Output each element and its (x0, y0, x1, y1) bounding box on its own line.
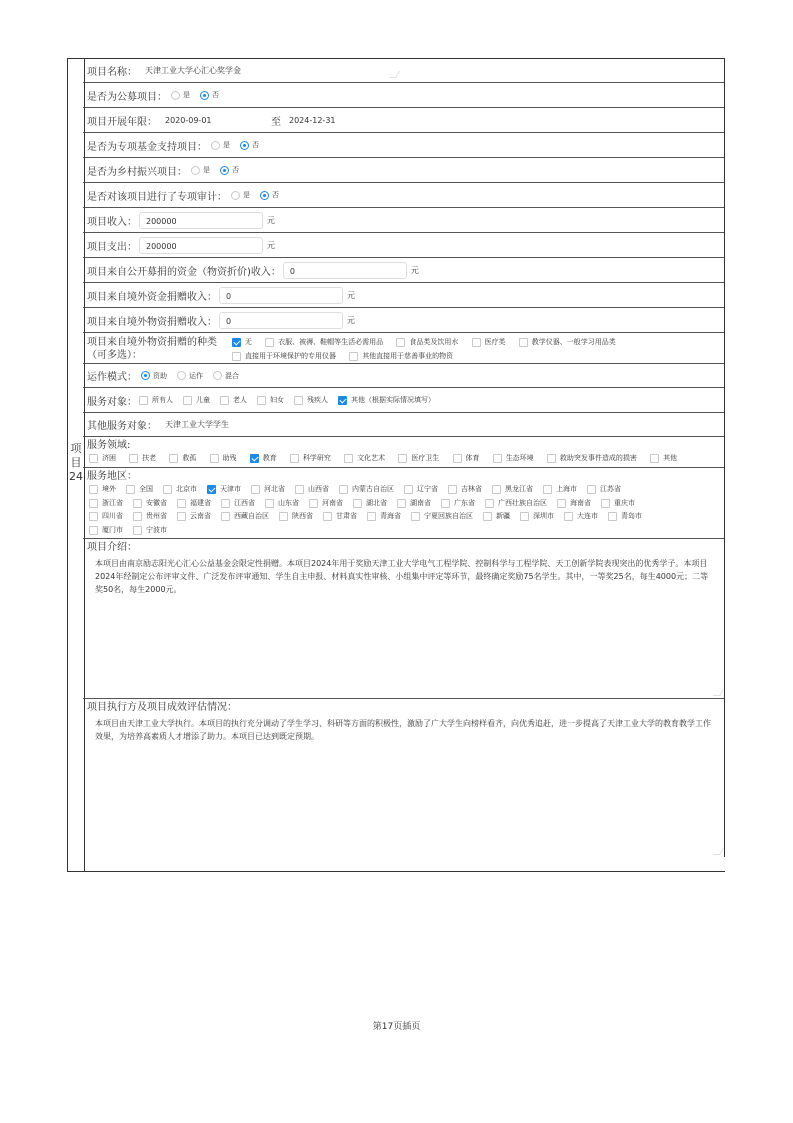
operation-mode-row (83, 364, 724, 388)
checkbox[interactable] (232, 338, 241, 347)
duration-label: 项目开展年限： (87, 116, 157, 128)
radio-no[interactable] (220, 166, 229, 175)
checkbox-label: 生态环境 (505, 454, 534, 462)
checkbox-label: 河南省 (322, 498, 343, 507)
introduction-row (83, 539, 724, 699)
project-form (83, 58, 725, 857)
radio-mixed-label: 混合 (225, 371, 239, 380)
checkbox[interactable] (472, 338, 481, 347)
checkbox[interactable] (177, 512, 186, 521)
checkbox-label: 江苏省 (600, 485, 621, 493)
service-regions-row (83, 468, 724, 539)
radio-yes[interactable] (191, 166, 200, 175)
checkbox[interactable] (557, 499, 566, 508)
checkbox-label: 科学研究 (302, 454, 331, 462)
introduction-textarea[interactable]: 本项目由南京励志阳光心汇心公益基金会限定性捐赠。本项目2024年用于奖励天津工业大学电气工程学院、控制科学与工程学院、天工创新学院表现突出的优秀学子。本项目2024年经制定公布评审文件、广泛发布评审通知、学生自主申报、材料真实性审核、小组集中评定等环节，最终确定奖励75名学生。其中，一等奖25名，每生4000元；二等奖50名，每生2000元。 (95, 559, 709, 594)
operation-mode-label: 运作模式： (87, 372, 137, 383)
checkbox-label: 全国 (139, 485, 153, 493)
checkbox[interactable] (89, 454, 98, 463)
radio-yes[interactable] (231, 191, 240, 200)
checkbox-label: 深圳市 (533, 512, 554, 520)
checkbox[interactable] (397, 499, 406, 508)
overseas-fund-income-unit: 元 (347, 290, 355, 300)
radio-yes[interactable] (211, 141, 220, 150)
checkbox[interactable] (492, 485, 501, 494)
checkbox[interactable] (177, 499, 186, 508)
service-regions-label: 服务地区： (87, 471, 137, 482)
checkbox-label: 重庆市 (614, 498, 635, 507)
region-checkbox-row (87, 510, 724, 524)
rural-revitalization-label: 是否为乡村振兴项目： (87, 166, 187, 178)
public-fund-income-row (83, 258, 724, 283)
checkbox-label: 文化艺术 (357, 454, 386, 462)
checkbox[interactable] (89, 485, 98, 494)
checkbox-label: 湖北省 (366, 498, 387, 507)
resize-handle-icon[interactable] (389, 71, 400, 78)
overseas-fund-income-row (83, 283, 724, 308)
radio-funding-label: 资助 (153, 371, 167, 380)
checkbox[interactable] (543, 485, 552, 494)
checkbox[interactable] (353, 499, 362, 508)
checkbox-label: 青岛市 (621, 512, 642, 520)
radio-no[interactable] (200, 91, 209, 100)
checkbox[interactable] (396, 338, 405, 347)
checkbox[interactable] (404, 485, 413, 494)
evaluation-row (83, 699, 724, 857)
region-checkbox-row (87, 483, 724, 497)
checkbox-label: 食品类及饮用水 (409, 338, 459, 346)
evaluation-textarea[interactable]: 本项目由天津工业大学执行。本项目的执行充分调动了学生学习、科研等方面的积极性，激励了广大学生向榜样看齐，向优秀追赶，进一步提高了天津工业大学的教育教学工作效果，为培养高素质人才增添了助力。本项目已达到既定预期。 (95, 719, 711, 741)
checkbox-label: 残疾人 (307, 396, 328, 404)
checkbox-label: 陕西省 (292, 512, 313, 520)
checkbox[interactable] (250, 454, 259, 463)
radio-no-label: 否 (232, 166, 239, 174)
project-name-field[interactable]: 天津工业大学心汇心奖学金 (145, 65, 241, 75)
expense-input[interactable]: 200000 (139, 237, 263, 254)
resize-handle-icon[interactable] (713, 848, 724, 855)
checkbox[interactable] (251, 485, 260, 494)
special-fund-row (83, 133, 724, 158)
checkbox-label: 救助突发事件造成的损害 (559, 454, 637, 462)
expense-row (83, 233, 724, 258)
radio-no-label: 否 (272, 191, 279, 199)
checkbox[interactable] (129, 454, 138, 463)
checkbox[interactable] (520, 512, 529, 521)
checkbox-label: 海南省 (570, 498, 591, 507)
checkbox-label: 医疗类 (484, 338, 506, 346)
checkbox-label: 教育 (262, 454, 277, 462)
project-name-row (83, 58, 724, 83)
checkbox[interactable] (265, 499, 274, 508)
checkbox-label: 广西壮族自治区 (498, 498, 547, 507)
checkbox-label: 西藏自治区 (234, 512, 269, 520)
checkbox[interactable] (338, 396, 347, 405)
radio-mixed[interactable] (213, 371, 222, 380)
checkbox[interactable] (133, 499, 142, 508)
checkbox[interactable] (183, 396, 192, 405)
checkbox[interactable] (89, 512, 98, 521)
overseas-goods-income-input[interactable]: 0 (219, 312, 343, 329)
checkbox-label: 助残 (222, 454, 237, 462)
radio-no[interactable] (240, 141, 249, 150)
income-row (83, 208, 724, 233)
overseas-fund-income-input[interactable]: 0 (219, 287, 343, 304)
radio-yes-label: 是 (183, 91, 190, 99)
checkbox-label: 天津市 (220, 485, 241, 493)
duration-end-field[interactable]: 2024-12-31 (289, 115, 336, 125)
checkbox-label: 无 (245, 338, 252, 346)
overseas-goods-income-row (83, 308, 724, 333)
checkbox-label: 吉林省 (461, 485, 482, 493)
checkbox-label: 其他（根据实际情况填写） (351, 396, 435, 404)
special-audit-label: 是否对该项目进行了专项审计： (87, 191, 227, 203)
checkbox-label: 江西省 (234, 498, 255, 507)
rural-revitalization-row (83, 158, 724, 183)
checkbox[interactable] (220, 396, 229, 405)
other-targets-field[interactable]: 天津工业大学学生 (165, 420, 229, 429)
radio-yes[interactable] (171, 91, 180, 100)
service-fields-label: 服务领域: (87, 440, 131, 451)
checkbox-label: 扶老 (142, 454, 157, 462)
checkbox-label: 老人 (233, 396, 247, 404)
checkbox-label: 浙江省 (102, 498, 123, 507)
checkbox[interactable] (232, 352, 241, 361)
checkbox-label: 内蒙古自治区 (352, 485, 394, 493)
public-fund-income-unit: 元 (410, 265, 419, 275)
checkbox[interactable] (169, 454, 178, 463)
duration-row (83, 108, 724, 133)
special-fund-label: 是否为专项基金支持项目： (87, 141, 207, 153)
checkbox-label: 福建省 (190, 498, 211, 507)
checkbox[interactable] (367, 512, 376, 521)
other-targets-label: 其他服务对象： (87, 421, 157, 432)
radio-funding[interactable] (141, 371, 150, 380)
checkbox-label: 青海省 (380, 512, 401, 520)
checkbox[interactable] (309, 499, 318, 508)
checkbox-label: 体育 (465, 454, 480, 462)
expense-label: 项目支出： (87, 241, 137, 253)
checkbox[interactable] (89, 499, 98, 508)
checkbox-label: 新疆 (496, 512, 510, 520)
checkbox-label: 济困 (102, 454, 116, 462)
checkbox-label: 宁波市 (146, 525, 167, 534)
radio-yes-label: 是 (203, 166, 210, 174)
service-regions-options (87, 483, 724, 537)
checkbox-label: 妇女 (270, 396, 284, 404)
page-footer: 第17页插页 (372, 1022, 421, 1032)
checkbox[interactable] (163, 485, 172, 494)
checkbox-label: 其他 (663, 454, 678, 462)
checkbox[interactable] (221, 499, 230, 508)
checkbox-label: 厦门市 (102, 525, 123, 534)
checkbox-label: 境外 (102, 485, 116, 493)
service-targets-row (83, 388, 724, 413)
checkbox[interactable] (441, 499, 450, 508)
checkbox-label: 宁夏回族自治区 (424, 512, 473, 520)
checkbox[interactable] (257, 396, 266, 405)
checkbox[interactable] (265, 338, 274, 347)
checkbox-label: 救孤 (182, 454, 197, 462)
checkbox-label: 衣服、被褥、鞋帽等生活必需用品 (278, 338, 384, 346)
checkbox-label: 广东省 (454, 498, 475, 507)
checkbox[interactable] (493, 454, 502, 463)
service-fields-row (83, 437, 724, 468)
overseas-fund-income-label: 项目来自境外资金捐赠收入： (87, 291, 217, 303)
checkbox[interactable] (207, 485, 216, 494)
resize-handle-icon[interactable] (713, 689, 724, 696)
overseas-goods-types-row (83, 333, 724, 364)
project-index-label: 项 目 24 (69, 442, 83, 483)
checkbox-label: 大连市 (577, 512, 598, 520)
public-fundraising-label: 是否为公募项目： (87, 91, 167, 103)
income-input[interactable]: 200000 (139, 212, 263, 229)
radio-no[interactable] (260, 191, 269, 200)
checkbox-label: 云南省 (190, 512, 211, 520)
income-unit: 元 (267, 215, 275, 225)
checkbox[interactable] (650, 454, 659, 463)
checkbox[interactable] (564, 512, 573, 521)
checkbox[interactable] (294, 396, 303, 405)
checkbox-label: 黑龙江省 (505, 485, 533, 493)
checkbox-label: 所有人 (152, 396, 173, 404)
checkbox-label: 辽宁省 (417, 485, 438, 493)
checkbox-label: 山西省 (308, 485, 329, 493)
checkbox[interactable] (126, 485, 135, 494)
checkbox[interactable] (608, 512, 617, 521)
checkbox[interactable] (89, 526, 98, 535)
checkbox[interactable] (290, 454, 299, 463)
region-checkbox-row (87, 524, 724, 538)
checkbox[interactable] (601, 499, 610, 508)
checkbox[interactable] (519, 338, 528, 347)
checkbox-label: 上海市 (556, 485, 577, 493)
checkbox[interactable] (453, 454, 462, 463)
radio-yes-label: 是 (223, 141, 230, 149)
project-name-label: 项目名称： (87, 66, 137, 78)
service-fields-options (87, 452, 724, 466)
checkbox-label: 山东省 (278, 498, 299, 507)
public-fund-income-input[interactable]: 0 (283, 262, 407, 279)
checkbox-label: 四川省 (102, 512, 123, 520)
radio-operation[interactable] (177, 371, 186, 380)
checkbox-label: 贵州省 (146, 512, 167, 520)
overseas-goods-types-label: 项目来自境外物资捐赠的种类 （可多选）： (87, 337, 217, 361)
overseas-goods-income-label: 项目来自境外物资捐赠收入： (87, 316, 217, 328)
service-targets-label: 服务对象： (87, 396, 137, 408)
checkbox-label: 安徽省 (146, 498, 167, 507)
checkbox[interactable] (139, 396, 148, 405)
public-fund-income-label: 项目来自公开募捐的资金（物资折价)收入： (87, 266, 281, 278)
introduction-label: 项目介绍： (87, 542, 137, 553)
evaluation-label: 项目执行方及项目成效评估情况： (87, 702, 237, 713)
checkbox[interactable] (448, 485, 457, 494)
checkbox-label: 医疗卫生 (411, 454, 440, 462)
duration-to-label: 至 (271, 116, 281, 128)
checkbox[interactable] (133, 526, 142, 535)
checkbox[interactable] (485, 499, 494, 508)
checkbox-label: 直接用于环境保护的专用仪器 (245, 351, 336, 360)
checkbox[interactable] (323, 512, 332, 521)
checkbox[interactable] (411, 512, 420, 521)
checkbox[interactable] (483, 512, 492, 521)
radio-no-label: 否 (212, 91, 219, 99)
checkbox-label: 儿童 (196, 396, 210, 404)
special-audit-row (83, 183, 724, 208)
radio-no-label: 否 (252, 141, 259, 149)
radio-yes-label: 是 (243, 191, 250, 199)
checkbox[interactable] (587, 485, 596, 494)
expense-unit: 元 (267, 240, 275, 250)
checkbox-label: 北京市 (176, 485, 197, 493)
checkbox[interactable] (295, 485, 304, 494)
checkbox[interactable] (349, 352, 358, 361)
checkbox-label: 教学仪器、一般学习用品类 (531, 338, 616, 346)
checkbox[interactable] (210, 454, 219, 463)
checkbox[interactable] (133, 512, 142, 521)
other-targets-row (83, 413, 724, 437)
checkbox-label: 其他直接用于慈善事业的物资 (362, 351, 454, 360)
duration-start-field[interactable]: 2020-09-01 (165, 115, 212, 125)
checkbox[interactable] (279, 512, 288, 521)
checkbox[interactable] (339, 485, 348, 494)
income-label: 项目收入： (87, 216, 137, 228)
checkbox[interactable] (344, 454, 353, 463)
checkbox-label: 甘肃省 (336, 512, 357, 520)
overseas-goods-income-unit: 元 (347, 315, 355, 325)
checkbox[interactable] (547, 454, 556, 463)
checkbox[interactable] (221, 512, 230, 521)
checkbox-label: 河北省 (264, 485, 285, 493)
overseas-goods-types-options (230, 336, 624, 363)
region-checkbox-row (87, 497, 724, 511)
public-fundraising-row (83, 83, 724, 108)
checkbox[interactable] (398, 454, 407, 463)
radio-operation-label: 运作 (189, 371, 203, 380)
checkbox-label: 湖南省 (410, 498, 431, 507)
